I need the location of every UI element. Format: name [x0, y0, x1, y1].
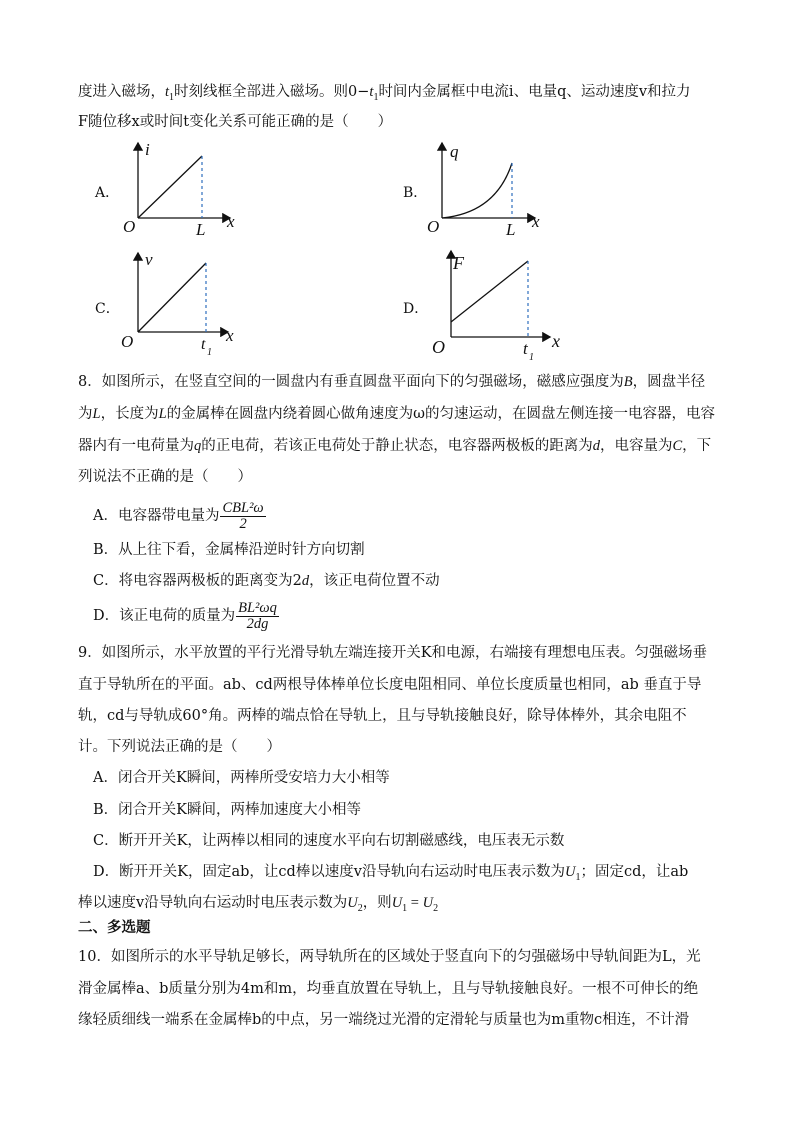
q10-line-3: 缘轻质细线一端系在金属棒b的中点，另一端绕过光滑的定滑轮与质量也为m重物c相连，不计滑 — [78, 1012, 690, 1028]
q10-line-2: 滑金属棒a、b质量分别为4m和m，均垂直放置在导轨上，且与导轨接触良好。一根不可伸长的绝 — [78, 981, 699, 997]
q7-option-d-graph — [422, 245, 572, 363]
q9-option-b: B．闭合开关K瞬间，两棒加速度大小相等 — [93, 802, 361, 818]
q9-line-4: 计。下列说法正确的是（ ） — [78, 739, 281, 755]
data-curve — [442, 163, 512, 218]
q8-line-3: 器内有一电荷量为q的正电荷，若该正电荷处于静止状态，电容器两极板的距离为d，电容量为C，下 — [78, 438, 712, 454]
q8-line-2: 为L，长度为L的金属棒在圆盘内绕着圆心做角速度为ω的匀速运动，在圆盘左侧连接一电容器，电容 — [78, 406, 715, 422]
origin-label: O — [432, 337, 445, 357]
fraction: $\frac{\text{BL²ωq}}{2dg}$ — [238, 600, 277, 632]
q9-line-3: 轨，cd与导轨成60°角。两棒的端点恰在导轨上，且与导轨接触良好，除导体棒外，其余电阻不 — [78, 708, 687, 724]
x-axis-label: x — [552, 331, 560, 351]
y-axis-label: v — [145, 250, 153, 269]
mark-label: L — [506, 220, 516, 239]
y-axis-label: i — [145, 140, 150, 159]
q8-option-c: C．将电容器两极板的距离变为2d，该正电荷位置不动 — [93, 573, 440, 589]
mark-subscript: 1 — [207, 347, 212, 358]
q9-option-a: A．闭合开关K瞬间，两棒所受安培力大小相等 — [93, 770, 390, 786]
fraction: $\frac{\text{CBL²ω}}{2}$ — [222, 500, 264, 532]
q9-line-1: 9．如图所示，水平放置的平行光滑导轨左端连接开关K和电源，右端接有理想电压表。匀强磁场垂 — [78, 645, 708, 661]
mark-label: t — [201, 336, 206, 353]
q7-option-b-graph — [422, 135, 562, 245]
q7-option-a-label: A． — [95, 185, 120, 201]
q10-line-1: 10．如图所示的水平导轨足够长，两导轨所在的区域处于竖直向下的匀强磁场中导轨间距为L，光 — [78, 949, 701, 965]
q9-option-c: C．断开开关K，让两棒以相同的速度水平向右切割磁感线，电压表无示数 — [93, 833, 565, 849]
x-axis-label: x — [227, 212, 235, 231]
origin-label: O — [121, 332, 134, 351]
q8-line-4: 列说法不正确的是（ ） — [78, 469, 252, 485]
section-title: 二、多选题 — [78, 919, 151, 936]
y-axis-label: q — [450, 142, 459, 161]
q9-option-d-line-1: D．断开开关K，固定ab，让cd棒以速度v沿导轨向右运动时电压表示数为$U_1$；固定cd，让ab — [93, 864, 689, 883]
mark-label: t — [523, 339, 528, 358]
q7-option-a-graph — [115, 135, 255, 245]
x-axis-label: x — [226, 326, 234, 345]
q8-option-a: A．电容器带电量为 $\frac{\text{CBL²ω}}{2}$ — [93, 500, 264, 532]
mark-label: L — [196, 220, 206, 239]
q7-line-2: F随位移x或时间t变化关系可能正确的是（ ） — [78, 114, 393, 130]
q7-option-c-graph — [115, 245, 255, 360]
q9-option-d-line-2: 棒以速度v沿导轨向右运动时电压表示数为$U_2$，则$U_1 = U_2$ — [78, 895, 439, 914]
q9-line-2: 直于导轨所在的平面。ab、cd两根导体棒单位长度电阻相同、单位长度质量也相同，ab 垂直于导 — [78, 677, 702, 693]
data-line — [138, 263, 206, 332]
q7-option-c-label: C． — [95, 301, 120, 317]
q8-option-b: B．从上往下看，金属棒沿逆时针方向切割 — [93, 542, 365, 558]
origin-label: O — [123, 217, 136, 236]
data-line — [138, 156, 202, 218]
q8-line-1: 8．如图所示，在竖直空间的一圆盘内有垂直圆盘平面向下的匀强磁场，磁感应强度为B，圆盘半径 — [78, 374, 706, 390]
q7-line-1: 度进入磁场，$t_1$时刻线框全部进入磁场。则$0-t_1$时间内金属框中电流i、电量q、运动速度v和拉力 — [78, 84, 691, 103]
q7-option-d-label: D． — [403, 301, 429, 317]
mark-subscript: 1 — [529, 352, 534, 363]
q7-option-b-label: B． — [403, 185, 428, 201]
q8-option-d: D．该正电荷的质量为 $\frac{\text{BL²ωq}}{2dg}$ — [93, 600, 277, 632]
y-axis-label: F — [453, 253, 464, 273]
x-axis-label: x — [532, 212, 540, 231]
origin-label: O — [427, 217, 440, 236]
